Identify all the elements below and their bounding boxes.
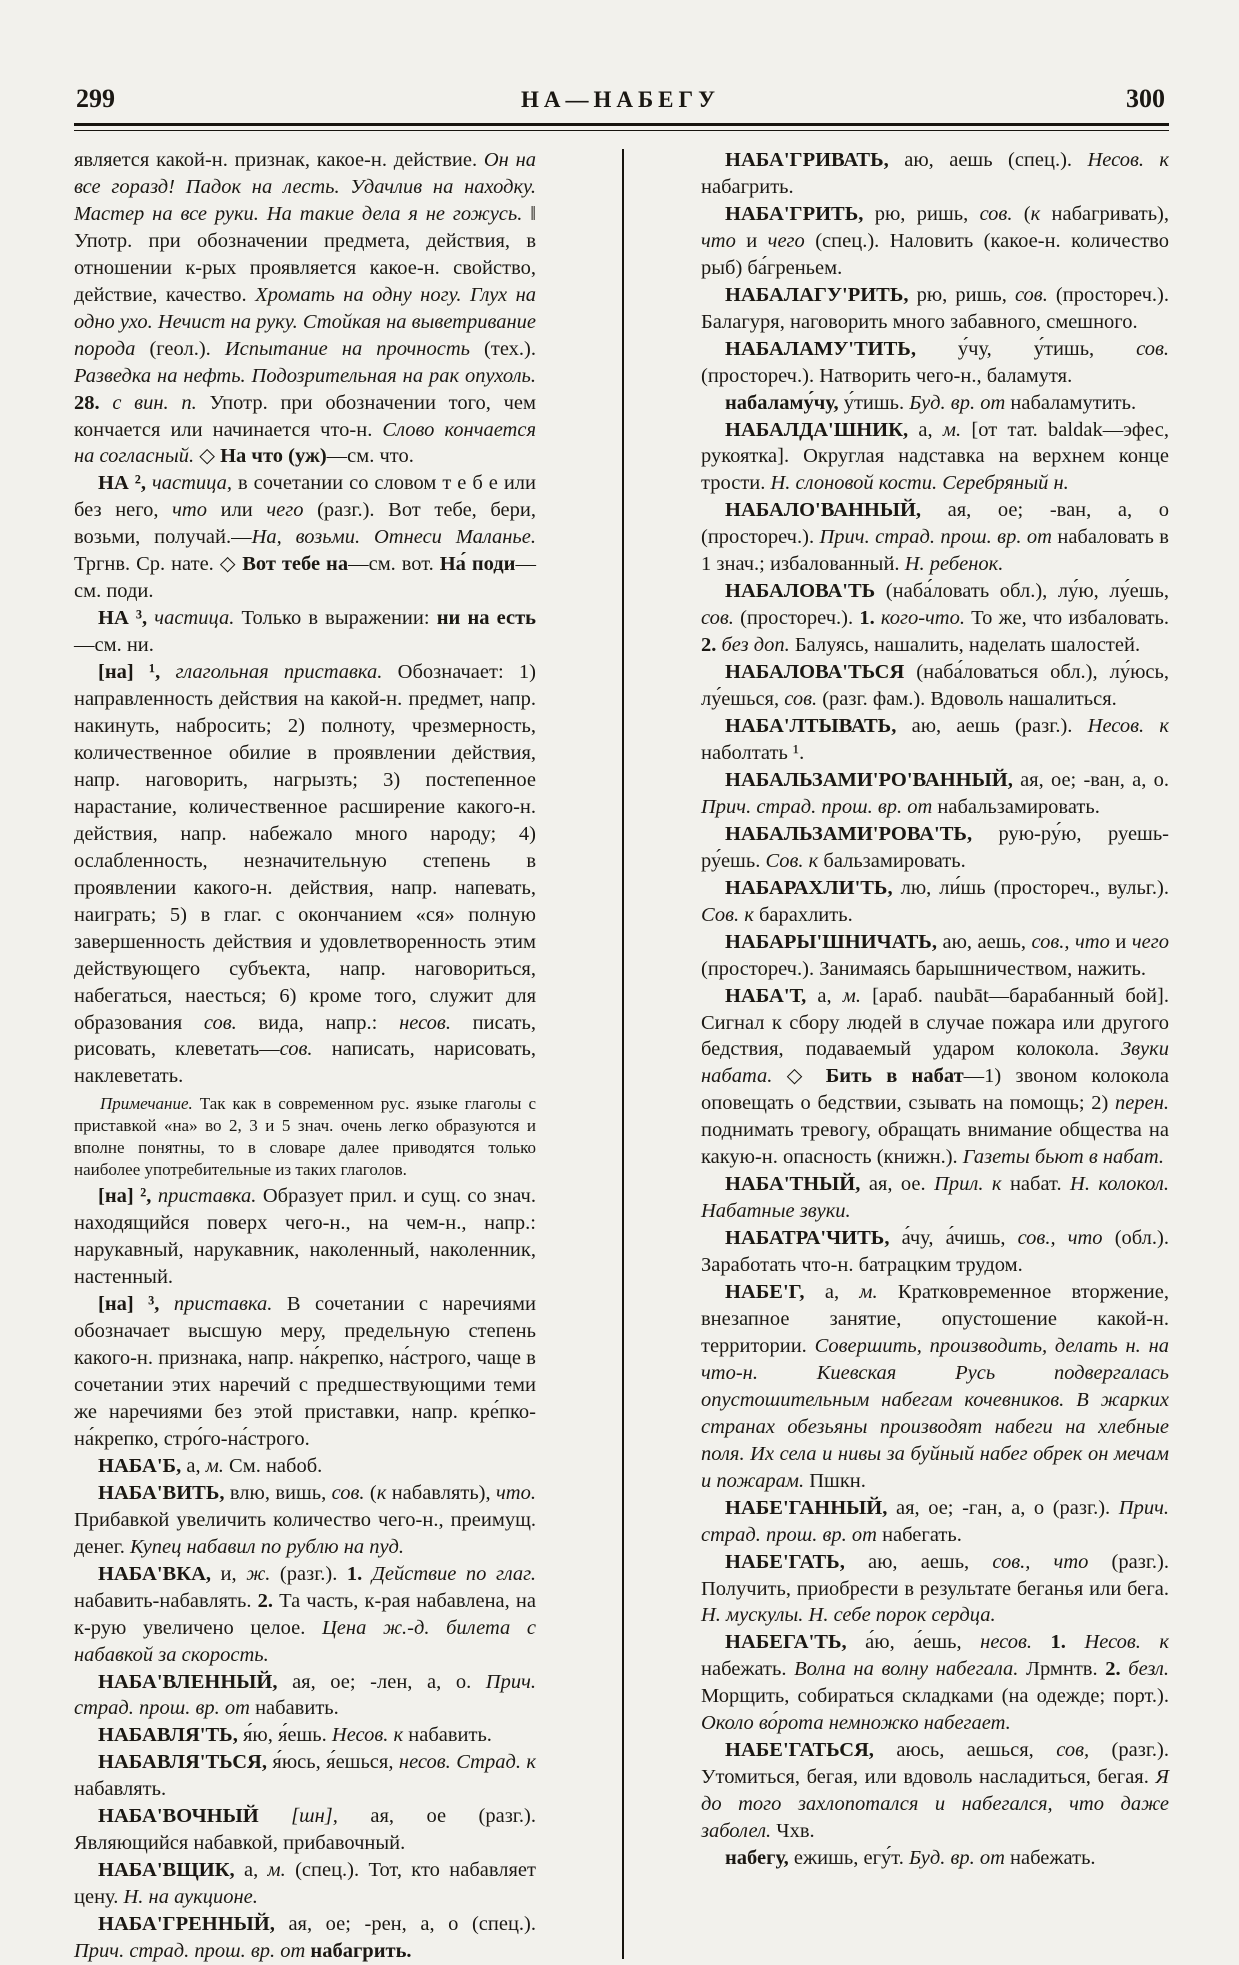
right-page-number: 300 <box>1126 84 1165 113</box>
entry-na-3: НА ³, частица. Только в выражении: ни на есть—см. ни. <box>74 607 537 657</box>
entry-nabavit: НАБА'ВИТЬ, влю, вишь, сов. (к набавлять), что. Прибавкой увеличить количество чего-н., преимущ. денег. Купец набавил по рублю на пуд. <box>74 1481 536 1558</box>
entry-nabalzamirovanny: НАБАЛЬЗАМИ'РО'ВАННЫЙ, ая, ое; -ван, а, о. Прич. страд. прош. вр. от набальзамировать. <box>701 768 1169 818</box>
entry-nabatny: НАБА'ТНЫЙ, ая, ое. Прил. к набат. Н. колокол. Набатные звуки. <box>701 1173 1169 1223</box>
entry-nabegat-nesov: НАБЕГА'ТЬ, а́ю, а́ешь, несов. 1. Несов. к набежать. Волна на волну набегала. Лрмнтв. 2. безл. Морщить, собираться складками (на одежде; порт.). Около во́рота немножко набегает. <box>701 1631 1170 1735</box>
entry-nabegat-sov: НАБЕ'ГАТЬ, аю, аешь, сов., что (разг.). Получить, приобрести в результате беганья или бега. Н. мускулы. Н. себе порок сердца. <box>701 1550 1169 1627</box>
entry-nabagrivat: НАБА'ГРИВАТЬ, аю, аешь (спец.). Несов. к набагрить. <box>701 149 1170 198</box>
entry-na-prefix-2: [на] ², приставка. Образует прил. и сущ. со знач. находящийся поверх чего-н., на чем-н., напр.: нарукавный, нарукавник, наколенный, наколенник, настенный. <box>74 1185 536 1289</box>
entry-nabat: НАБА'Т, а, м. [араб. naubāt—барабанный бой]. Сигнал к сбору людей в случае пожара или другого бедствия, подаваемый ударом колокола. Звуки набата. ◇ Бить в набат—1) звоном колокола оповещать о бедствии, сзывать на помощь; 2) перен. поднимать тревогу, обращать внимание общества на какую-н. опасность (книжн.). Газеты бьют в набат. <box>701 984 1170 1169</box>
entry-nabarakhlit: НАБАРАХЛИ'ТЬ, лю, ли́шь (простореч., вульг.). Сов. к барахлить. <box>701 876 1169 926</box>
entry-nabalagurit: НАБАЛАГУ'РИТЬ, рю, ришь, сов. (простореч.). Балагуря, наговорить много забавного, смешного. <box>701 283 1169 333</box>
entry-na-prefix-3: [на] ³, приставка. В сочетании с наречиями обозначает высшую меру, предельную степень какого-н. признака, напр. на́крепко, на́строго, чаще в сочетании этих наречий с предшествующими теми же наречиями без этой приставки, напр. кре́пко-на́крепко, стро́го-на́строго. <box>74 1293 536 1450</box>
entry-nabaldashnik: НАБАЛДА'ШНИК, а, м. [от тат. baldak—эфес, рукоятка]. Округлая надставка на верхнем конце трости. Н. слоновой кости. Серебряный н. <box>701 418 1169 495</box>
entry-nabalovanny: НАБАЛО'ВАННЫЙ, ая, ое; -ван, а, о (простореч.). Прич. страд. прош. вр. от набаловать в 1 знач.; избалованный. Н. ребенок. <box>701 499 1169 576</box>
entry-na-prefix-1: [на] ¹, глагольная приставка. Обозначает: 1) направленность действия на какой-н. предмет, напр. накинуть, набросить; 2) полноту, чрезмерность, количественное обилие в проявлении действия, напр. наговорить, нагрызть; 3) постепенное нарастание, количественное расширение какого-н. действия, напр. набежало много народу; 4) ослабленность, незначительную степень в проявлении какого-н. действия, напр. напевать, наиграть; 5) в глаг. с окончанием «ся» полную завершенность действия и удовлетворенность этим действующего субъекта, напр. наговориться, набегаться, наесться; 6) кроме того, служит для образования сов. вида, напр.: несов. писать, рисовать, клеветать—сов. написать, нарисовать, наклеветать. <box>74 661 536 1088</box>
right-column <box>701 147 1169 1965</box>
entry-nabalamutit: НАБАЛАМУ'ТИТЬ, у́чу, у́тишь, сов. (простореч.). Натворить чего-н., баламутя. <box>701 337 1169 387</box>
entry-nabavlenny: НАБА'ВЛЕННЫЙ, ая, ое; -лен, а, о. Прич. страд. прош. вр. от набавить. <box>74 1670 536 1720</box>
entry-na-2: НА ², частица, в сочетании со словом т е б е или без него, что или чего (разг.). Вот тебе, бери, возьми, получай.—На, возьми. Отнеси Маланье. Тргнв. Ср. нате. ◇ Вот тебе на—см. вот. На́ поди—см. поди. <box>74 472 537 603</box>
left-column <box>74 147 536 1965</box>
entry-nabavka: НАБА'ВКА, и, ж. (разг.). 1. Действие по глаг. набавить-набавлять. 2. Та часть, к-рая набавлена, на к-рую увеличено целое. Цена ж.-д. билета с набавкой за скорость. <box>74 1562 537 1666</box>
entry-nabalzamirovat: НАБАЛЬЗАМИ'РОВА'ТЬ, рую-ру́ю, руешь-ру́ешь. Сов. к бальзамировать. <box>701 822 1169 872</box>
column-divider <box>536 147 701 1965</box>
entry-nabavlyatsya: НАБАВЛЯ'ТЬСЯ, я́юсь, я́ешься, несов. Страд. к набавлять. <box>74 1751 536 1801</box>
running-head: НА—НАБЕГУ <box>520 87 721 112</box>
note-paragraph: Примечание. Так как в современном рус. языке глаголы с приставкой «на» во 2, 3 и 5 знач. очень легко образуются и вполне понятны, то в словаре далее приводятся только наиболее употребительные из таких глаголов. <box>74 1094 536 1179</box>
two-column-text <box>74 147 1169 1965</box>
left-page-number: 299 <box>76 84 115 113</box>
entry-nabeg: НАБЕ'Г, а, м. Кратковременное вторжение, внезапное занятие, опустошение какой-н. территории. Совершить, производить, делать н. на что-н. Киевская Русь подвергалась опустошительным набегам кочевников. В жарких странах обезьяны производят набеги на хлебные поля. Их села и нивы за буйный набег обрек он мечам и пожарам. Пшкн. <box>701 1281 1170 1492</box>
entry-nabeganny: НАБЕ'ГАННЫЙ, ая, ое; -ган, а, о (разг.). Прич. страд. прош. вр. от набегать. <box>701 1496 1169 1546</box>
entry-nabalovatsya: НАБАЛОВА'ТЬСЯ (наба́ловаться обл.), лу́юсь, лу́ешься, сов. (разг. фам.). Вдоволь нашалиться. <box>701 661 1169 711</box>
continuation-paragraph: является какой-н. признак, какое-н. действие. Он на все горазд! Падок на лесть. Удачлив на находку. Мастер на все руки. На такие дела я не гожусь. ‖ Употр. при обозначении предмета, действия, в отношении к-рых проявляется какое-н. свойство, действие, качество. Хромать на одну ногу. Глух на одно ухо. Нечист на руку. Стойкая на выветривание порода (геол.). Испытание на прочность (тех.). Разведка на нефть. Подозрительная на рак опухоль. 28. с вин. п. Употр. при обозначении того, чем кончается или начинается что-н. Слово кончается на согласный. ◇ На что (уж)—см. что. <box>74 149 537 468</box>
entry-nabagrenny: НАБА'ГРЕННЫЙ, ая, ое; -рен, а, о (спец.). Прич. страд. прош. вр. от набагрить. <box>74 1913 536 1963</box>
page-header <box>74 84 1169 114</box>
entry-nabagrit: НАБА'ГРИТЬ, рю, ришь, сов. (к набагривать), что и чего (спец.). Наловить (какое-н. количество рыб) ба́греньем. <box>701 202 1169 279</box>
entry-nabavshchik: НАБА'ВЩИК, а, м. (спец.). Тот, кто набавляет цену. Н. на аукционе. <box>74 1859 536 1909</box>
entry-nabab: НАБА'Б, а, м. См. набоб. <box>98 1454 323 1477</box>
entry-nabaltyvat: НАБА'ЛТЫВАТЬ, аю, аешь (разг.). Несов. к наболтать ¹. <box>701 715 1169 764</box>
entry-nabegatsya: НАБЕ'ГАТЬСЯ, аюсь, аешься, сов, (разг.). Утомиться, бегая, или вдоволь насладиться, бегая. Я до того захлопотался и набегался, что даже заболел. Чхв. <box>701 1739 1169 1843</box>
header-double-rule <box>74 123 1169 131</box>
entry-nabavlyat: НАБАВЛЯ'ТЬ, я́ю, я́ешь. Несов. к набавить. <box>98 1724 492 1747</box>
entry-nabalamuchu: набаламу́чу, у́тишь. Буд. вр. от набаламутить. <box>725 391 1137 414</box>
entry-nabaryshnichat: НАБАРЫ'ШНИЧАТЬ, аю, аешь, сов., что и чего (простореч.). Занимаясь барышничеством, нажить. <box>701 930 1169 980</box>
entry-nabegu: набегу, ежишь, егу́т. Буд. вр. от набежать. <box>725 1847 1096 1870</box>
entry-nabatrachit: НАБАТРА'ЧИТЬ, а́чу, а́чишь, сов., что (обл.). Заработать что-н. батрацким трудом. <box>701 1227 1169 1277</box>
entry-nabalovat: НАБАЛОВА'ТЬ (наба́ловать обл.), лу́ю, лу́ешь, сов. (простореч.). 1. кого-что. То же, что избаловать. 2. без доп. Балуясь, нашалить, наделать шалостей. <box>701 580 1169 657</box>
entry-nabavochny: НАБА'ВОЧНЫЙ [шн], ая, ое (разг.). Являющийся набавкой, прибавочный. <box>74 1805 536 1855</box>
